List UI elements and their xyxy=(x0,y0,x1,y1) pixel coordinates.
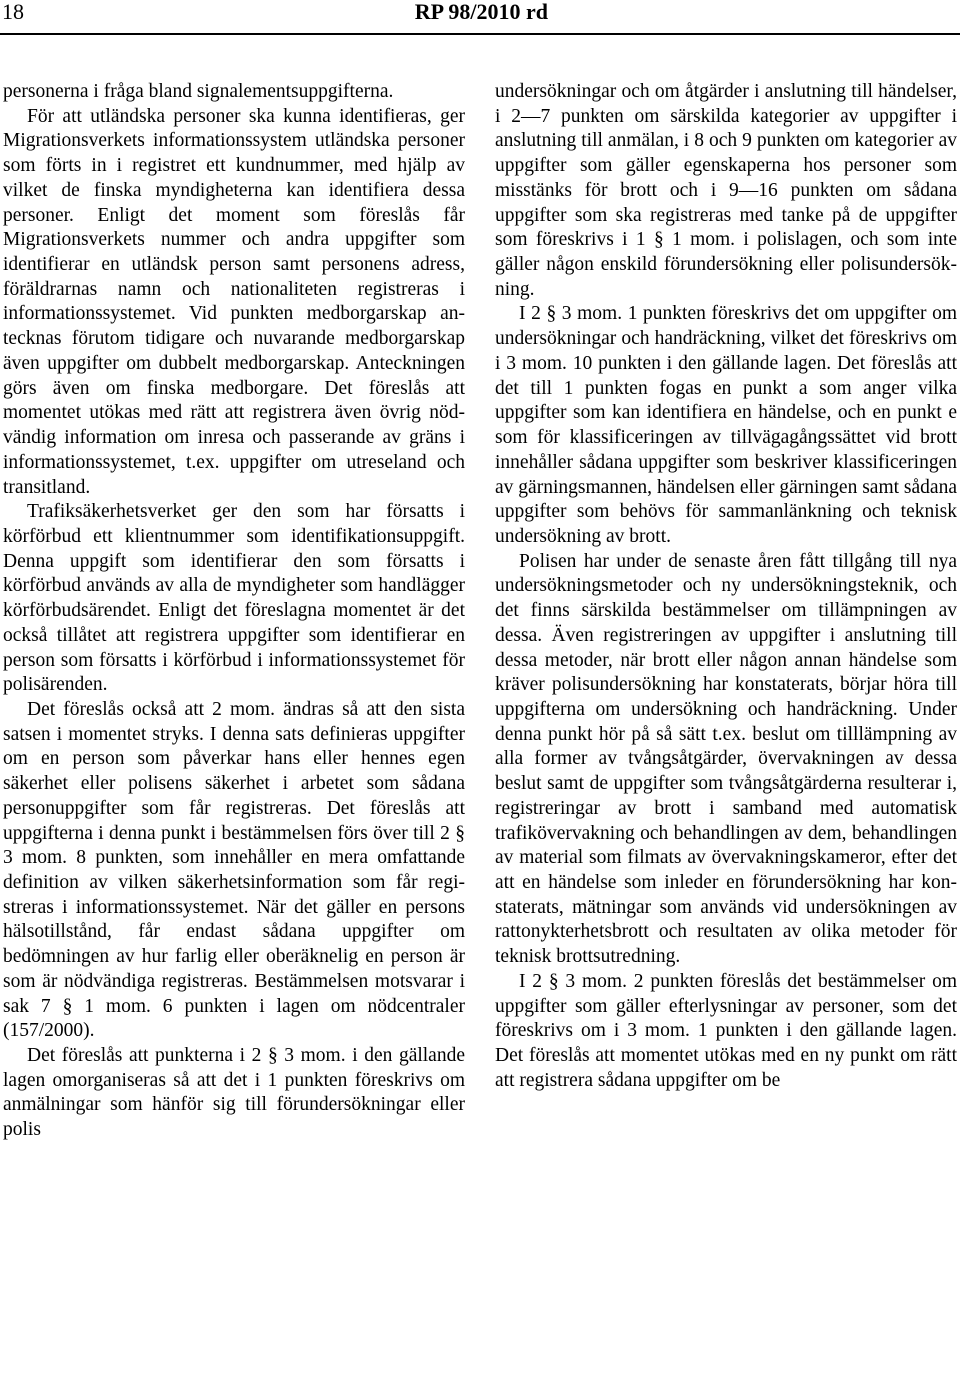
right-column xyxy=(495,80,957,1093)
header-rule xyxy=(0,33,960,35)
page-number: 18 xyxy=(2,0,24,24)
page-header xyxy=(0,0,960,40)
paragraph: I 2 § 3 mom. 2 punkten föreslås det bestämmelser om uppgifter som gäller efterlysningar av personer, som det föreskrivs om i 3 mom. 1 punkten i den gällande lagen. Det föreslås att momentet utökas med en ny punkt om rätt att registrera sådana uppgifter om be xyxy=(495,970,957,1091)
paragraph: personerna i fråga bland signalementsuppgifterna. xyxy=(3,81,394,102)
left-column xyxy=(3,80,465,1143)
paragraph: Det föreslås också att 2 mom. ändras så att den sista satsen i momentet stryks. I denna sats definieras uppgifter om en person som påverkar hans eller hennes egen säkerhet eller polisens säkerhet i arbetet som sådana personuppgifter som får registreras. Det föreslås att uppgifterna i denna punkt i bestämmelsen förs över till 2 § 3 mom. 8 punkten, som innehåller en mera omfattande definition av vilken säkerhetsinformation som får registreras i informationssystemet. När det gäller en persons hälsotillstånd, får endast sådana uppgifter om bedömningen av hur farlig eller oberäknelig en person är som är nödvändiga registreras. Bestämmelsen motsvarar i sak 7 § 1 mom. 6 punkten i lagen om nödcentraler (157/2000). xyxy=(3,698,465,1042)
paragraph: Trafiksäkerhetsverket ger den som har försatts i körförbud ett klientnummer som identifikationsuppgift. Denna uppgift som identifierar den som försatts i körförbud används av alla de myndigheter som handlägger körförbudsärendet. Enligt det föreslagna momentet är det också tillåtet att registrera uppgifter som identifierar en person som försatts i körförbud i informationssystemet för polisärenden. xyxy=(3,501,465,696)
paragraph: Polisen har under de senaste åren fått tillgång till nya undersökningsmetoder och ny undersökningsteknik, och det finns särskilda bestämmelser om tillämpningen av dessa. Även registreringen av uppgifter i anslutning till dessa metoder, när brott eller någon annan händelse som kräver polisundersökning har konstaterats, börjar höra till uppgifterna om undersökning och handräckning. Under denna punkt hör på så sätt t.ex. beslut om tilllämpning av alla former av tvångsåtgärder, övervakningen av dessa beslut samt de uppgifter som tvångsåtgärderna resulterar i, registreringar av brott i samband med automatisk trafikövervakning och behandlingen av dem, behandlingen av material som filmats av övervakningskameror, efter det att en händelse som inleder en förundersökning har konstaterats, mätningar som används vid undersökningen av rattonykterhetsbrott och resultaten av olika metoder för teknisk brottsutredning. xyxy=(495,550,957,968)
paragraph: Det föreslås att punkterna i 2 § 3 mom. i den gällande lagen omorganiseras så att det i 1 punkten föreskrivs om anmälningar som hänför sig till förundersökningar eller polis xyxy=(3,1045,465,1141)
paragraph: undersökningar och om åtgärder i anslutning till händelser, i 2—7 punkten om särskilda kategorier av uppgifter i anslutning till anmälan, i 8 och 9 punkten om kategorier av uppgifter som gäller egenskaperna hos personer som misstänks för brott och i 9—16 punkten om sådana uppgifter som ska registreras med tanke på de uppgifter som föreskrivs i 1 § 1 mom. i polislagen, och som inte gäller någon enskild förundersökning eller polisundersökning. xyxy=(495,81,957,300)
document-id: RP 98/2010 rd xyxy=(414,0,548,24)
paragraph: I 2 § 3 mom. 1 punkten föreskrivs det om uppgifter om undersökningar och handräckning, vilket det föreskrivs om i 3 mom. 10 punkten i den gällande lagen. Det föreslås att det till 1 punkten fogas en punkt a som anger vilka uppgifter som kan identifiera en händelse, och en punkt e som för klassificeringen av tillvägagångssättet vid brott innehåller sådana uppgifter som beskriver klassificeringen av gärningsmannen, händelsen eller gärningen samt sådana uppgifter som behövs för sammanlänkning och teknisk undersökning av brott. xyxy=(495,303,957,547)
paragraph: För att utländska personer ska kunna identifieras, ger Migrationsverkets informationssystem utländska personer som förts in i registret ett kundnummer, med hjälp av vilket de finska myndigheterna kan identifiera dessa personer. Enligt det moment som föreslås får Migrationsverkets nummer och andra uppgifter som identifierar en utländsk person samt personens adress, föräldrarnas namn och nationaliteten registreras i informationssystemet. Vid punkten medborgarskap antecknas förutom tidigare och nuvarande medborgarskap även uppgifter om dubbelt medborgarskap. Anteckningen görs även om finska medborgare. Det föreslås att momentet utökas med rätt att registrera även övrig nödvändig information om inresa och passerande av gräns i informationssystemet, t.ex. uppgifter om utreseland och transitland. xyxy=(3,105,465,498)
